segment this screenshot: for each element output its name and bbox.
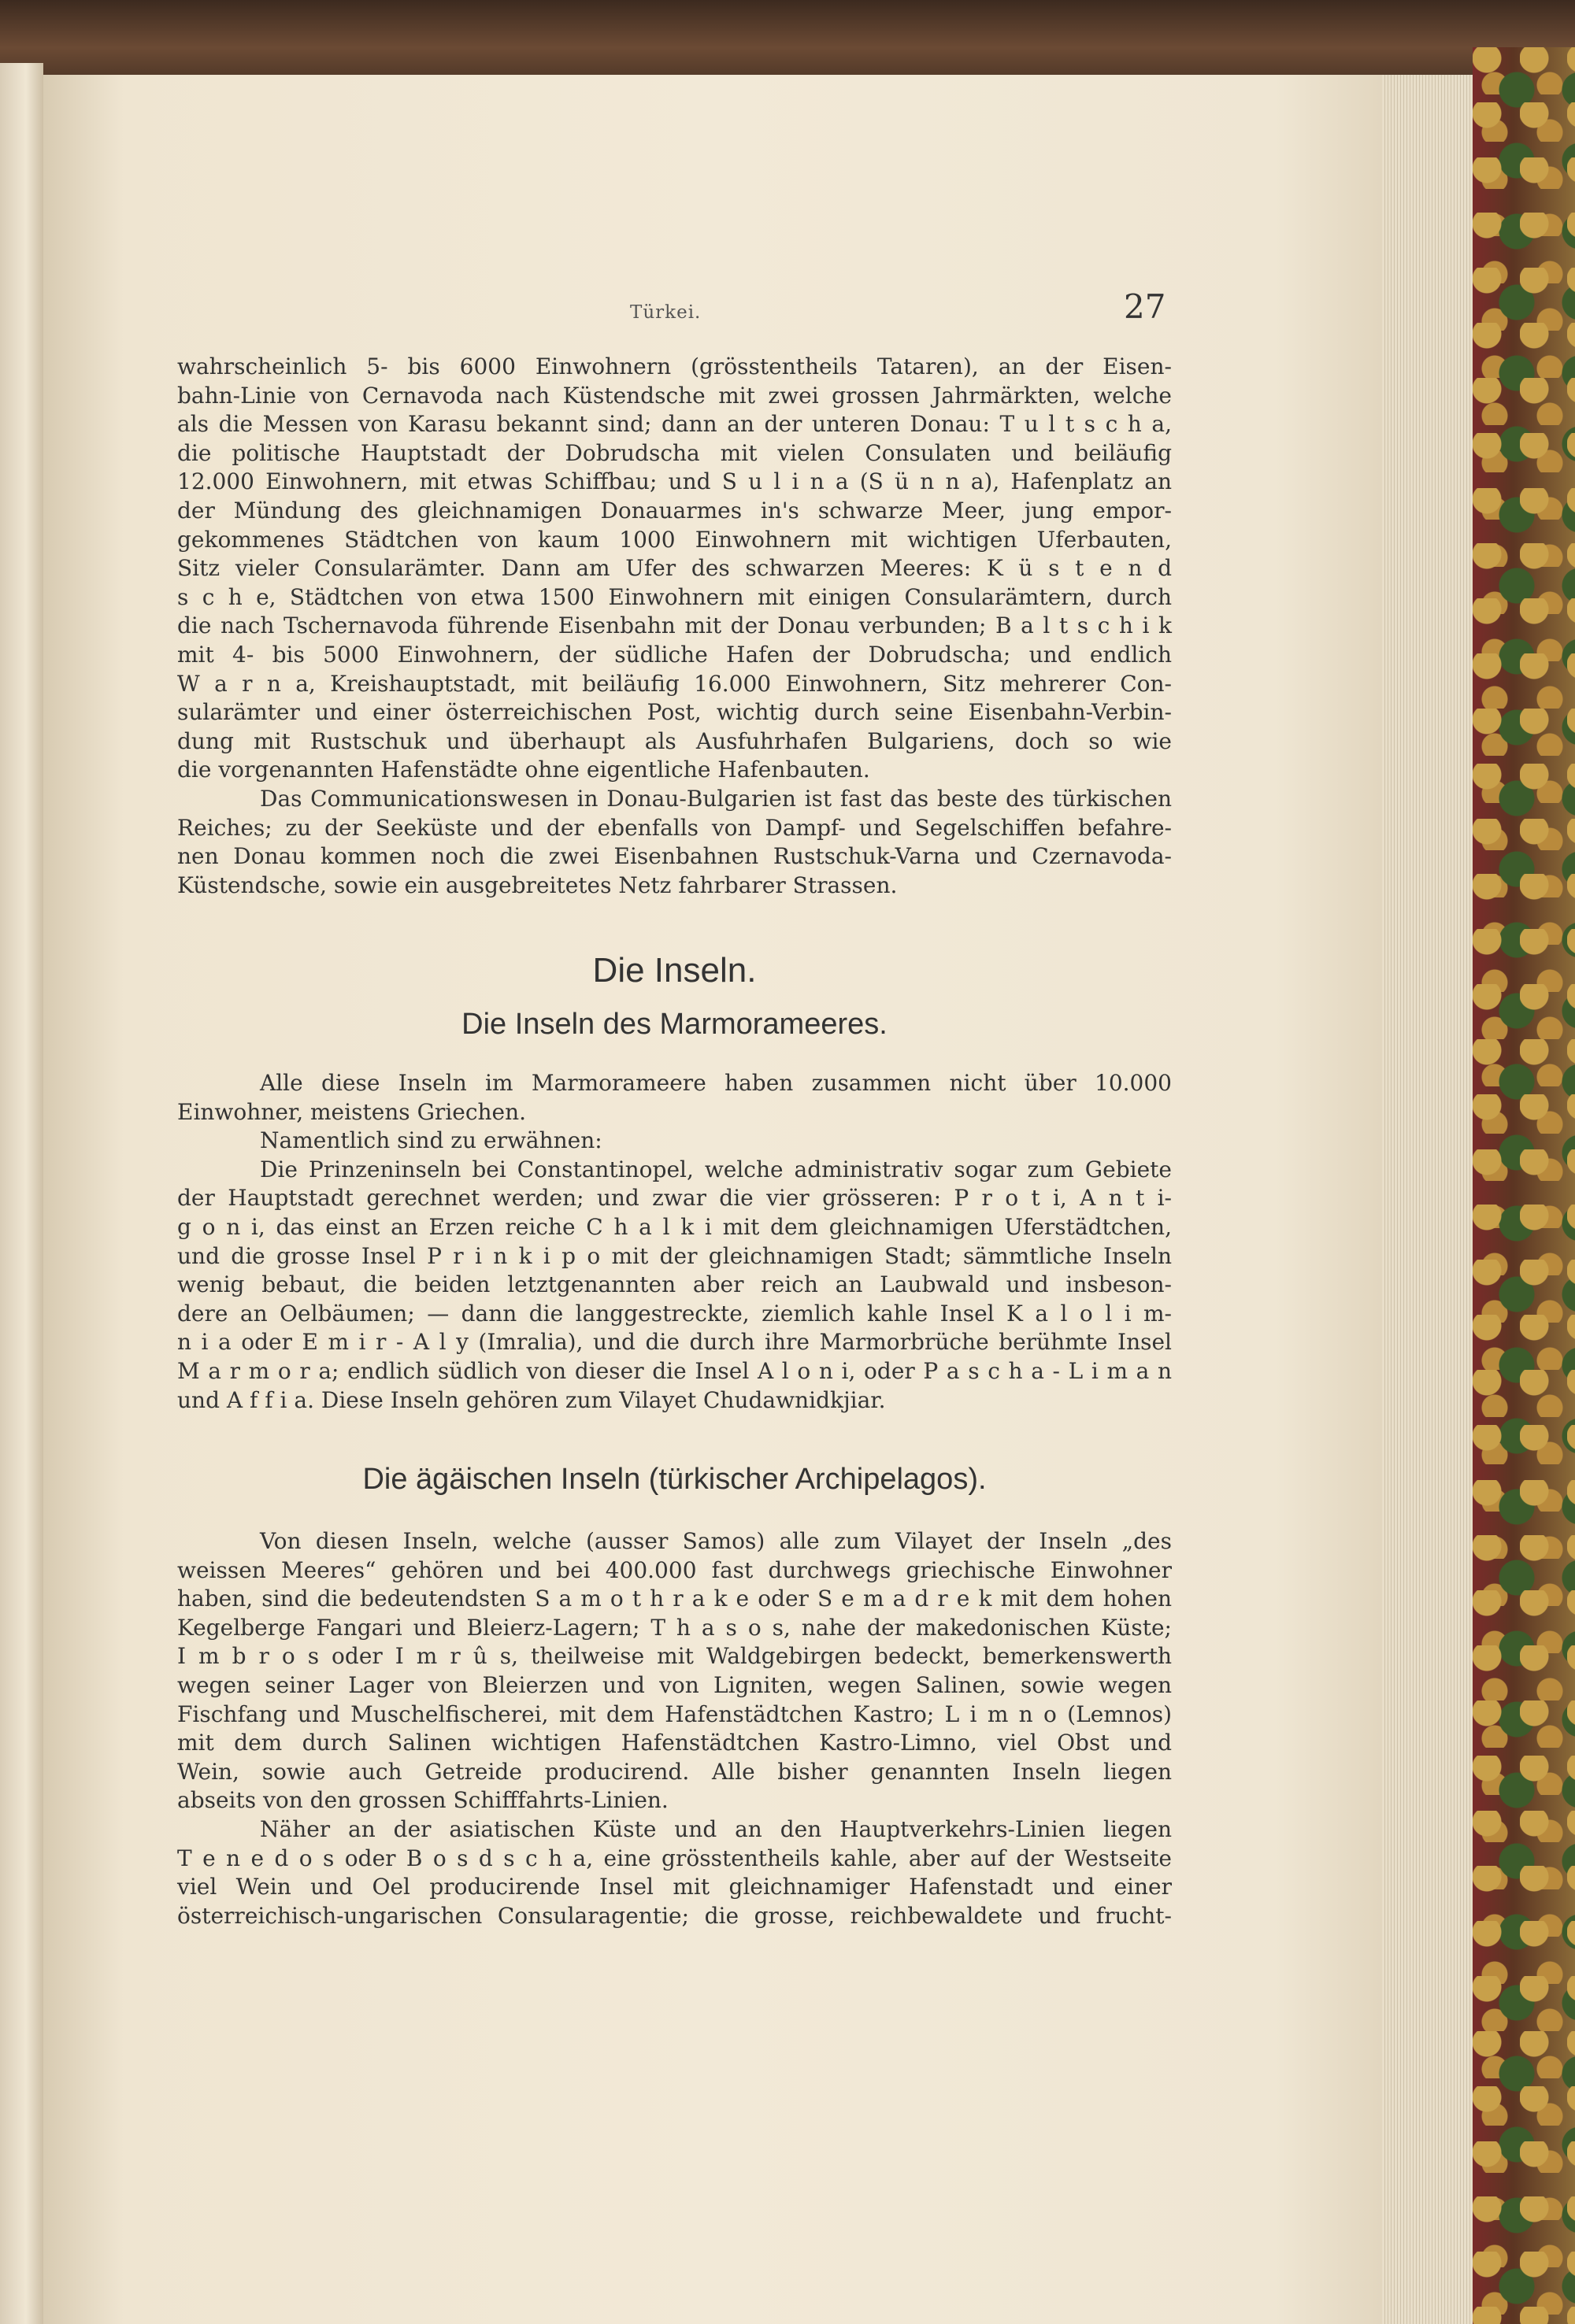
page-number: 27 (1124, 287, 1166, 326)
text-line: der Hauptstadt gerechnet werden; und zwar die vier grösseren: P r o t i, A n t i- (177, 1185, 1172, 1212)
text-line: M a r m o r a; endlich südlich von dieser die Insel A l o n i, oder P a s c h a - L i m a n (177, 1357, 1172, 1384)
text-line: n i a oder E m i r - A l y (Imralia), und die durch ihre Marmorbrüche berühmte Insel (177, 1329, 1172, 1356)
page-block-edges (1382, 75, 1477, 2324)
paragraph-block-dobrudscha (177, 353, 1172, 900)
text-line: und A f f i a. Diese Inseln gehören zum Vilayet Chudawnidkjiar. (177, 1386, 886, 1413)
text-line: die vorgenannten Hafenstädte ohne eigentliche Hafenbauten. (177, 757, 870, 783)
facing-page-edge (0, 63, 43, 2324)
text-line: Alle diese Inseln im Marmorameere haben zusammen nicht über 10.000 (260, 1070, 1172, 1096)
marbled-cover (1473, 47, 1575, 2324)
text-line: wahrscheinlich 5- bis 6000 Einwohnern (grösstentheils Tataren), an der Eisen- (177, 353, 1172, 379)
text-line: nen Donau kommen noch die zwei Eisenbahnen Rustschuk-Varna und Czernavoda- (177, 843, 1172, 870)
text-line: Reiches; zu der Seeküste und der ebenfalls von Dampf- und Segelschiffen befahre- (177, 814, 1172, 841)
text-line: I m b r o s oder I m r û s, theilweise mit Waldgebirgen bedeckt, bemerkenswerth (177, 1643, 1172, 1670)
text-line: mit dem durch Salinen wichtigen Hafenstädtchen Kastro-Limno, viel Obst und (177, 1730, 1172, 1756)
text-line: weissen Meeres“ gehören und bei 400.000 fast durchwegs griechische Einwohner (177, 1556, 1172, 1583)
subheading-marmorameer: Die Inseln des Marmorameeres. (461, 1008, 888, 1041)
text-line: Das Communicationswesen in Donau-Bulgarien ist fast das beste des türkischen (260, 785, 1172, 812)
text-line: der Mündung des gleichnamigen Donauarmes in's schwarze Meer, jung empor- (177, 497, 1172, 524)
text-line: die politische Hauptstadt der Dobrudscha mit vielen Consulaten und beiläufig (177, 439, 1172, 466)
text-line: österreichisch-ungarischen Consularagentie; die grosse, reichbewaldete und frucht- (177, 1902, 1172, 1929)
text-line: W a r n a, Kreishauptstadt, mit beiläufig 16.000 Einwohnern, Sitz mehrerer Con- (177, 670, 1172, 697)
text-line: Die Prinzeninseln bei Constantinopel, welche administrativ sogar zum Gebiete (260, 1156, 1172, 1182)
text-line: und die grosse Insel P r i n k i p o mit der gleichnamigen Stadt; sämmtliche Inseln (177, 1242, 1172, 1269)
text-line: viel Wein und Oel producirende Insel mit gleichnamiger Hafenstadt und einer (177, 1874, 1172, 1900)
text-line: Wein, sowie auch Getreide producirend. Alle bisher genannten Inseln liegen (177, 1758, 1172, 1785)
text-line: haben, sind die bedeutendsten S a m o t h r a k e oder S e m a d r e k mit dem hohen (177, 1586, 1172, 1612)
text-line: die nach Tschernavoda führende Eisenbahn mit der Donau verbunden; B a l t s c h i k (177, 612, 1172, 639)
text-line: wenig bebaut, die beiden letztgenannten aber reich an Laubwald und insbeson- (177, 1271, 1172, 1298)
book-cover-top (0, 0, 1575, 87)
text-line: Sitz vieler Consularämter. Dann am Ufer des schwarzen Meeres: K ü s t e n d (177, 555, 1172, 582)
text-line: dere an Oelbäumen; — dann die langgestreckte, ziemlich kahle Insel K a l o l i m- (177, 1300, 1172, 1327)
text-line: Kegelberge Fangari und Bleierz-Lagern; T h a s o s, nahe der makedonischen Küste; (177, 1614, 1172, 1641)
text-line: Fischfang und Muschelfischerei, mit dem Hafenstädtchen Kastro; L i m n o (Lemnos) (177, 1700, 1172, 1727)
text-line: sularämter und einer österreichischen Post, wichtig durch seine Eisenbahn-Verbin- (177, 699, 1172, 726)
paragraph-block-aegaeische-inseln (177, 1527, 1172, 1930)
text-line: T e n e d o s oder B o s d s c h a, eine grösstentheils kahle, aber auf der Westseite (177, 1845, 1172, 1871)
section-heading-inseln: Die Inseln. (592, 951, 757, 990)
text-line: Einwohner, meistens Griechen. (177, 1098, 527, 1125)
running-head: Türkei. (630, 302, 702, 323)
text-line: als die Messen von Karasu bekannt sind; dann an der unteren Donau: T u l t s c h a, (177, 411, 1172, 438)
text-line: s c h e, Städtchen von etwa 1500 Einwohnern mit einigen Consularämtern, durch (177, 583, 1172, 610)
text-line: dung mit Rustschuk und überhaupt als Ausfuhrhafen Bulgariens, doch so wie (177, 727, 1172, 754)
subheading-aegaeische-inseln: Die ägäischen Inseln (türkischer Archipelagos). (362, 1463, 987, 1496)
text-line: bahn-Linie von Cernavoda nach Küstendsche mit zwei grossen Jahrmärkten, welche (177, 382, 1172, 409)
text-line: mit 4- bis 5000 Einwohnern, der südliche Hafen der Dobrudscha; und endlich (177, 641, 1172, 668)
text-line: 12.000 Einwohnern, mit etwas Schiffbau; und S u l i n a (S ü n n a), Hafenplatz an (177, 468, 1172, 495)
text-line: Von diesen Inseln, welche (ausser Samos) alle zum Vilayet der Inseln „des (260, 1528, 1172, 1554)
paragraph-block-marmorameer (177, 1069, 1172, 1415)
text-line: Küstendsche, sowie ein ausgebreitetes Netz fahrbarer Strassen. (177, 872, 898, 898)
text-line: Namentlich sind zu erwähnen: (260, 1127, 602, 1154)
text-line: abseits von den grossen Schifffahrts-Linien. (177, 1787, 669, 1814)
text-line: g o n i, das einst an Erzen reiche C h a l k i mit dem gleichnamigen Uferstädtchen, (177, 1213, 1172, 1240)
text-line: wegen seiner Lager von Bleierzen und von Ligniten, wegen Salinen, sowie wegen (177, 1671, 1172, 1698)
text-line: gekommenes Städtchen von kaum 1000 Einwohnern mit wichtigen Uferbauten, (177, 526, 1172, 553)
text-line: Näher an der asiatischen Küste und an den Hauptverkehrs-Linien liegen (260, 1815, 1172, 1842)
